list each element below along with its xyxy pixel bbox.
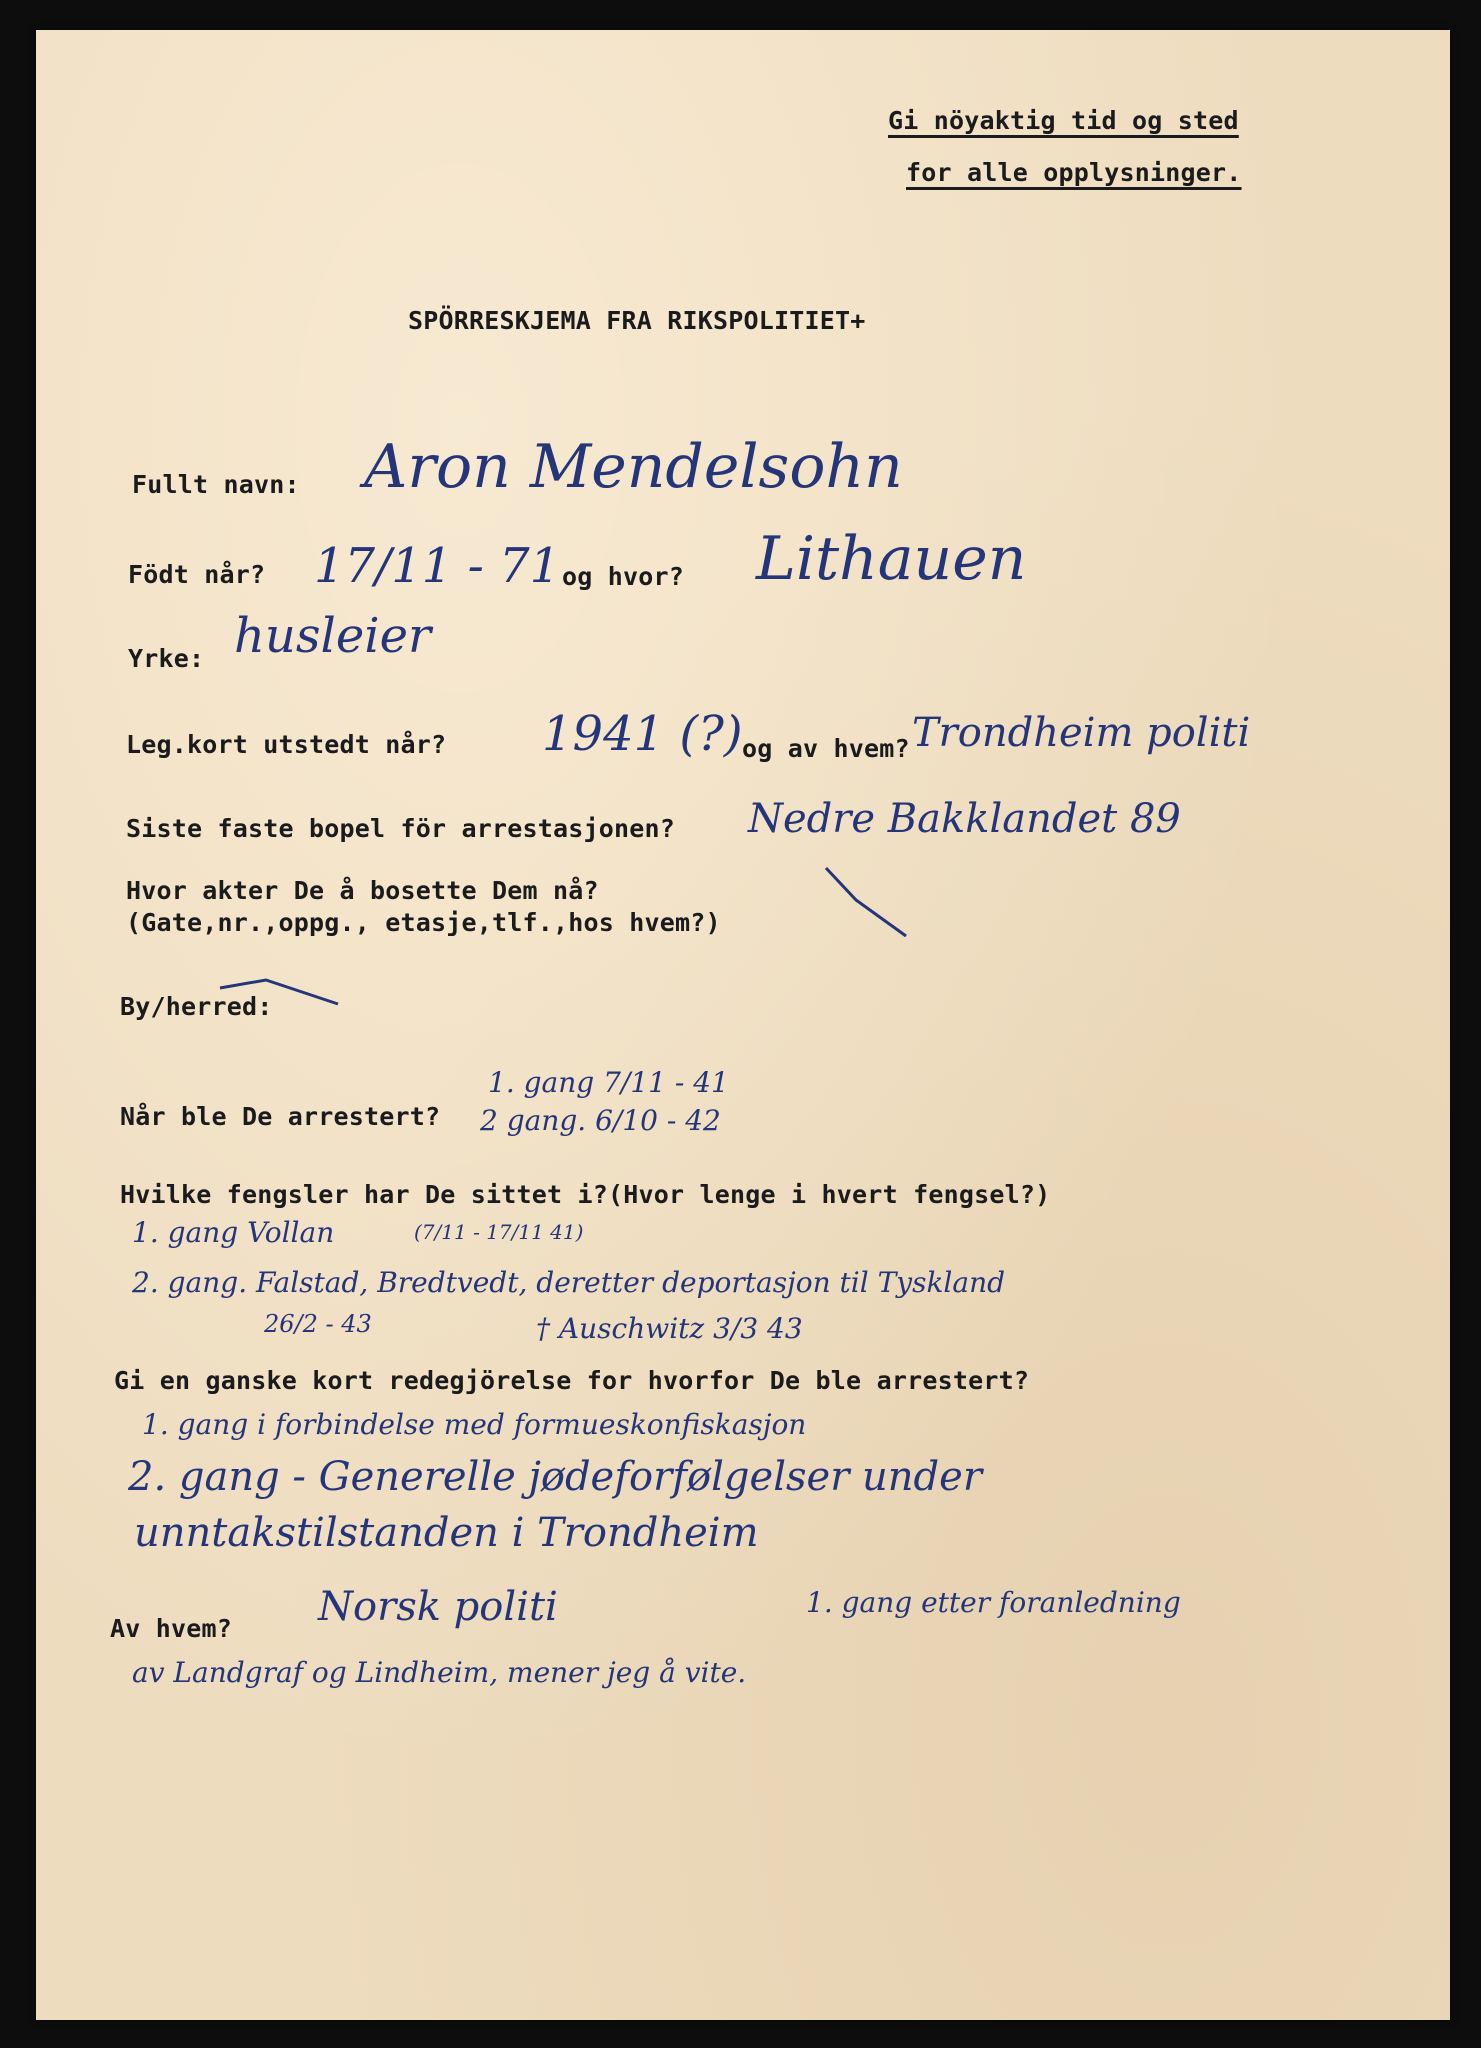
instruction-line-2: for alle opplysninger.	[906, 158, 1242, 187]
reason-label: Gi en ganske kort redegjörelse for hvorfor De ble arrestert?	[114, 1366, 1030, 1395]
id-card-when-value: 1941 (?)	[542, 706, 743, 762]
settle-label-line-2: (Gate,nr.,oppg., etasje,tlf.,hos hvem?)	[126, 908, 721, 937]
occupation-label: Yrke:	[128, 644, 205, 673]
born-when-value: 17/11 - 71	[314, 538, 561, 594]
reason-line-2: 2. gang - Generelle jødeforfølgelser under	[128, 1454, 982, 1500]
arrested-when-label: Når ble De arrestert?	[120, 1102, 441, 1131]
instruction-line-1: Gi nöyaktig tid og sted	[888, 106, 1239, 135]
empty-field-dashes	[36, 30, 1450, 2020]
by-whom-line-2: av Landgraf og Lindheim, mener jeg å vite.	[132, 1656, 747, 1689]
prisons-line-3b: † Auschwitz 3/3 43	[536, 1312, 803, 1345]
prisons-line-1b: (7/11 - 17/11 41)	[414, 1220, 584, 1244]
arrested-when-line-1: 1. gang 7/11 - 41	[488, 1066, 729, 1099]
document-page	[36, 30, 1450, 2020]
by-whom-line-1b: 1. gang etter foranledning	[806, 1586, 1181, 1619]
prisons-line-2: 2. gang. Falstad, Bredtvedt, deretter deportasjon til Tyskland	[132, 1266, 1006, 1299]
by-whom-label: Av hvem?	[110, 1614, 233, 1643]
municipality-label: By/herred:	[120, 992, 273, 1021]
reason-line-3: unntakstilstanden i Trondheim	[134, 1510, 759, 1556]
full-name-value: Aron Mendelsohn	[364, 432, 903, 502]
born-where-label: og hvor?	[562, 562, 685, 591]
full-name-label: Fullt navn:	[132, 470, 300, 499]
id-card-when-label: Leg.kort utstedt når?	[126, 730, 447, 759]
form-title: SPÖRRESKJEMA FRA RIKSPOLITIET+	[408, 306, 866, 335]
born-when-label: Födt når?	[128, 560, 266, 589]
settle-label-line-1: Hvor akter De å bosette Dem nå?	[126, 876, 599, 905]
occupation-value: husleier	[234, 608, 431, 664]
by-whom-line-1a: Norsk politi	[318, 1584, 558, 1630]
id-card-by-label: og av hvem?	[742, 734, 910, 763]
last-residence-value: Nedre Bakklandet 89	[748, 796, 1181, 842]
arrested-when-line-2: 2 gang. 6/10 - 42	[480, 1104, 721, 1137]
last-residence-label: Siste faste bopel för arrestasjonen?	[126, 814, 676, 843]
prisons-label: Hvilke fengsler har De sittet i?(Hvor lenge i hvert fengsel?)	[120, 1180, 1051, 1209]
prisons-line-1a: 1. gang Vollan	[132, 1216, 335, 1249]
id-card-by-value: Trondheim politi	[912, 710, 1251, 756]
reason-line-1: 1. gang i forbindelse med formueskonfiskasjon	[142, 1408, 807, 1441]
prisons-line-3a: 26/2 - 43	[264, 1310, 372, 1338]
born-where-value: Lithauen	[756, 524, 1027, 594]
